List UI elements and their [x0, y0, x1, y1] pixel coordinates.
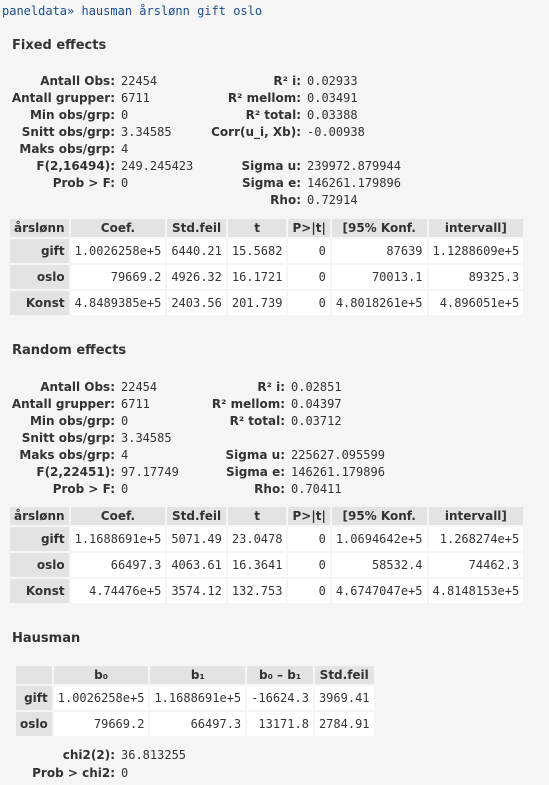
stat-value: 0	[121, 482, 129, 496]
row-header: oslo	[10, 265, 69, 289]
table-cell: 1.1688691e+5	[150, 686, 245, 710]
stat-label: F(2,16494):	[36, 159, 115, 173]
stat-label: Snitt obs/grp:	[21, 431, 115, 445]
stat-value: 225627.095599	[291, 448, 385, 462]
table-cell: 16.1721	[228, 265, 287, 289]
stat-label: Snitt obs/grp:	[21, 125, 115, 139]
stat-value: 0.03388	[307, 108, 358, 122]
stat-label: Antall Obs:	[40, 74, 115, 88]
column-header: P>|t|	[288, 507, 329, 525]
row-header: gift	[10, 527, 69, 551]
column-header: b₁	[150, 666, 245, 684]
stat-value: 4	[121, 448, 129, 462]
stat-label: Min obs/grp:	[29, 414, 115, 428]
stat-value: 0.72914	[307, 193, 358, 207]
table-row	[10, 265, 523, 289]
stat-label: R² i:	[257, 380, 285, 394]
stat-value: 0	[121, 766, 129, 780]
command-line	[2, 3, 262, 19]
table-cell: 201.739	[228, 291, 287, 315]
column-header: Std.feil	[315, 666, 374, 684]
table-cell: 2784.91	[315, 712, 374, 736]
stat-label: Maks obs/grp:	[19, 142, 115, 156]
table-cell: 4926.32	[167, 265, 226, 289]
command-text: hausman årslønn gift oslo	[81, 4, 263, 18]
column-header: P>|t|	[288, 219, 329, 237]
table-cell: 1.0026258e+5	[71, 239, 166, 263]
table-cell: 0	[288, 265, 329, 289]
stat-value: 249.245423	[121, 159, 194, 173]
stat-value: 146261.179896	[307, 176, 401, 190]
stat-value: 0.02851	[291, 380, 342, 394]
stat-value: 22454	[121, 380, 158, 394]
table-cell: 66497.3	[71, 553, 166, 577]
stat-value: 0.02933	[307, 74, 358, 88]
table-cell: 70013.1	[332, 265, 427, 289]
table-cell: 4.8489385e+5	[71, 291, 166, 315]
random-effects-table	[8, 505, 525, 605]
stat-label: R² mellom:	[227, 91, 301, 105]
table-cell: 13171.8	[247, 712, 313, 736]
column-header: Std.feil	[167, 507, 226, 525]
row-header: oslo	[16, 712, 52, 736]
stat-label: R² mellom:	[211, 397, 285, 411]
stat-value: 239972.879944	[307, 159, 401, 173]
stat-label: Min obs/grp:	[29, 108, 115, 122]
stat-label: F(2,22451):	[36, 465, 115, 479]
table-cell: 1.0026258e+5	[54, 686, 149, 710]
table-cell: 4.8148153e+5	[429, 579, 524, 603]
column-header	[16, 666, 52, 684]
table-cell: 4.8018261e+5	[332, 291, 427, 315]
stat-label: Prob > chi2:	[32, 766, 115, 780]
column-header: [95% Konf.	[332, 507, 427, 525]
stat-label: Sigma e:	[241, 176, 301, 190]
row-header: oslo	[10, 553, 69, 577]
table-cell: 15.5682	[228, 239, 287, 263]
hausman-table	[14, 664, 376, 738]
row-header: Konst	[10, 579, 69, 603]
row-header: Konst	[10, 291, 69, 315]
table-cell: 6440.21	[167, 239, 226, 263]
table-cell: 4.74476e+5	[71, 579, 166, 603]
table-row	[10, 579, 523, 603]
stat-value: 3.34585	[121, 125, 172, 139]
column-header: intervall]	[429, 507, 524, 525]
table-cell: 0	[288, 553, 329, 577]
row-header: gift	[10, 239, 69, 263]
table-row	[10, 291, 523, 315]
table-cell: 2403.56	[167, 291, 226, 315]
stat-label: Sigma e:	[225, 465, 285, 479]
table-cell: 3574.12	[167, 579, 226, 603]
stat-value: 0	[121, 108, 129, 122]
stat-label: Corr(u_i, Xb):	[211, 125, 301, 139]
stat-value: 4	[121, 142, 129, 156]
table-cell: 58532.4	[332, 553, 427, 577]
table-cell: -16624.3	[247, 686, 313, 710]
column-header: årslønn	[10, 507, 69, 525]
table-cell: 79669.2	[71, 265, 166, 289]
stat-label: R² total:	[245, 108, 301, 122]
table-cell: 1.268274e+5	[429, 527, 524, 551]
stat-label: Prob > F:	[52, 176, 115, 190]
table-cell: 1.1288609e+5	[429, 239, 524, 263]
column-header: årslønn	[10, 219, 69, 237]
table-cell: 0	[288, 239, 329, 263]
column-header: t	[228, 507, 287, 525]
table-cell: 132.753	[228, 579, 287, 603]
stat-value: 0	[121, 414, 129, 428]
stat-label: R² i:	[273, 74, 301, 88]
random-effects-title: Random effects	[12, 343, 127, 358]
stat-value: 36.813255	[121, 748, 187, 762]
command-prompt: paneldata»	[2, 4, 75, 18]
stat-label: chi2(2):	[62, 748, 115, 762]
stat-value: 22454	[121, 74, 158, 88]
table-row	[10, 553, 523, 577]
stat-value: 0.03712	[291, 414, 342, 428]
stat-value: 0	[121, 176, 129, 190]
fixed-effects-table	[8, 217, 525, 317]
stat-value: 0.70411	[291, 482, 342, 496]
column-header: b₀	[54, 666, 149, 684]
stat-label: Rho:	[270, 193, 301, 207]
stat-label: R² total:	[229, 414, 285, 428]
stat-label: Rho:	[254, 482, 285, 496]
stat-label: Antall Obs:	[40, 380, 115, 394]
table-cell: 79669.2	[54, 712, 149, 736]
table-cell: 4063.61	[167, 553, 226, 577]
stat-label: Sigma u:	[241, 159, 301, 173]
stat-value: 146261.179896	[291, 465, 385, 479]
table-row	[16, 686, 374, 710]
stat-label: Antall grupper:	[11, 91, 115, 105]
table-row	[10, 527, 523, 551]
table-row	[16, 712, 374, 736]
stat-value: 0.04397	[291, 397, 342, 411]
stat-label: Sigma u:	[225, 448, 285, 462]
column-header: b₀ – b₁	[247, 666, 313, 684]
column-header: Coef.	[71, 219, 166, 237]
table-cell: 74462.3	[429, 553, 524, 577]
table-cell: 87639	[332, 239, 427, 263]
table-cell: 16.3641	[228, 553, 287, 577]
table-cell: 4.896051e+5	[429, 291, 524, 315]
table-cell: 0	[288, 291, 329, 315]
stat-value: 3.34585	[121, 431, 172, 445]
stat-value: -0.00938	[307, 125, 365, 139]
table-cell: 1.0694642e+5	[332, 527, 427, 551]
table-cell: 0	[288, 527, 329, 551]
fixed-effects-title: Fixed effects	[12, 38, 107, 53]
table-cell: 4.6747047e+5	[332, 579, 427, 603]
table-cell: 89325.3	[429, 265, 524, 289]
stat-value: 0.03491	[307, 91, 358, 105]
column-header: Std.feil	[167, 219, 226, 237]
table-cell: 66497.3	[150, 712, 245, 736]
table-cell: 23.0478	[228, 527, 287, 551]
stat-value: 6711	[121, 91, 150, 105]
column-header: t	[228, 219, 287, 237]
hausman-title: Hausman	[12, 631, 81, 646]
column-header: [95% Konf.	[332, 219, 427, 237]
table-cell: 0	[288, 579, 329, 603]
stat-label: Maks obs/grp:	[19, 448, 115, 462]
stat-value: 6711	[121, 397, 150, 411]
table-cell: 3969.41	[315, 686, 374, 710]
stat-label: Prob > F:	[52, 482, 115, 496]
stat-label: Antall grupper:	[11, 397, 115, 411]
table-cell: 1.1688691e+5	[71, 527, 166, 551]
table-row	[10, 239, 523, 263]
table-cell: 5071.49	[167, 527, 226, 551]
stat-value: 97.17749	[121, 465, 179, 479]
column-header: Coef.	[71, 507, 166, 525]
row-header: gift	[16, 686, 52, 710]
column-header: intervall]	[429, 219, 524, 237]
